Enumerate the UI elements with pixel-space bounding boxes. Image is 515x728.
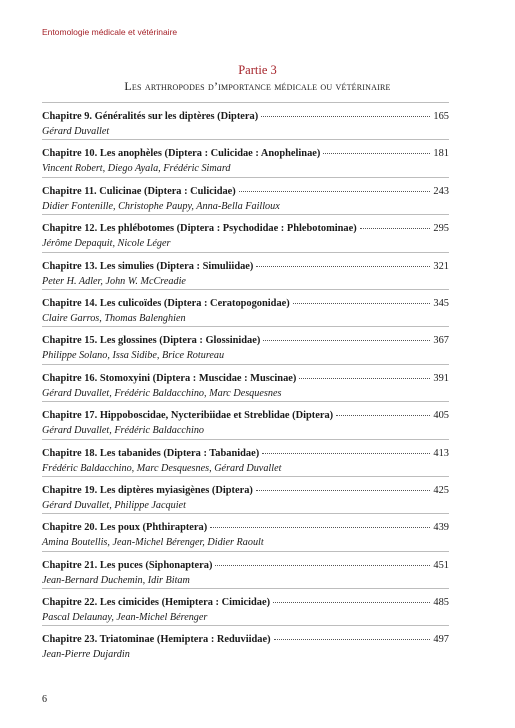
page-number: 451 — [433, 559, 449, 571]
dot-leader — [360, 228, 431, 229]
chapter-title[interactable]: Chapitre 19. Les diptères myiasigènes (Diptera) — [42, 484, 253, 496]
page-folio: 6 — [42, 694, 47, 705]
toc-entry-chapter-10[interactable] — [42, 139, 449, 176]
chapter-authors: Didier Fontenille, Christophe Paupy, Anna-Bella Failloux — [42, 200, 280, 212]
page-number: 497 — [433, 634, 449, 646]
page-number: 485 — [433, 597, 449, 609]
page-number: 367 — [433, 335, 449, 347]
toc-entry-chapter-23[interactable] — [42, 625, 449, 662]
toc-entry-chapter-11[interactable] — [42, 177, 449, 214]
chapter-authors: Philippe Solano, Issa Sidibe, Brice Rotureau — [42, 350, 225, 362]
chapter-title[interactable]: Chapitre 11. Culicinae (Diptera : Culicidae) — [42, 185, 236, 197]
page-number: 413 — [433, 447, 449, 459]
chapter-authors: Gérard Duvallet, Frédéric Baldacchino, Marc Desquesnes — [42, 387, 282, 399]
chapter-authors: Pascal Delaunay, Jean-Michel Bérenger — [42, 612, 208, 624]
running-header: Entomologie médicale et vétérinaire — [42, 27, 178, 37]
dot-leader — [256, 490, 431, 491]
chapter-authors: Vincent Robert, Diego Ayala, Frédéric Simard — [42, 163, 231, 175]
dot-leader — [263, 340, 430, 341]
dot-leader — [293, 303, 431, 304]
chapter-title[interactable]: Chapitre 15. Les glossines (Diptera : Glossinidae) — [42, 335, 261, 347]
part-title: Partie 3 — [238, 63, 277, 77]
chapter-authors: Frédéric Baldacchino, Marc Desquesnes, Gérard Duvallet — [42, 462, 282, 474]
chapter-authors: Amina Boutellis, Jean-Michel Bérenger, Didier Raoult — [42, 537, 264, 549]
chapter-title[interactable]: Chapitre 12. Les phlébotomes (Diptera : Psychodidae : Phlebotominae) — [42, 223, 357, 235]
toc-entry-chapter-9[interactable] — [42, 102, 449, 139]
toc-entry-chapter-19[interactable] — [42, 476, 449, 513]
toc-entry-chapter-20[interactable] — [42, 513, 449, 550]
page-number: 345 — [433, 297, 449, 309]
chapter-authors: Gérard Duvallet, Philippe Jacquiet — [42, 499, 186, 511]
page-number: 295 — [433, 223, 449, 235]
toc-entry-chapter-22[interactable] — [42, 588, 449, 625]
chapter-title[interactable]: Chapitre 14. Les culicoïdes (Diptera : Ceratopogonidae) — [42, 297, 290, 309]
toc-entry-chapter-14[interactable] — [42, 289, 449, 326]
table-of-contents — [42, 102, 449, 663]
chapter-title[interactable]: Chapitre 23. Triatominae (Hemiptera : Reduviidae) — [42, 634, 271, 646]
dot-leader — [256, 266, 430, 267]
dot-leader — [261, 116, 430, 117]
toc-entry-chapter-12[interactable] — [42, 214, 449, 251]
chapter-title[interactable]: Chapitre 16. Stomoxyini (Diptera : Muscidae : Muscinae) — [42, 372, 297, 384]
chapter-authors: Jean-Bernard Duchemin, Idir Bitam — [42, 574, 190, 586]
page-number: 439 — [433, 522, 449, 534]
chapter-authors: Gérard Duvallet — [42, 126, 110, 137]
chapter-title[interactable]: Chapitre 13. Les simulies (Diptera : Simuliidae) — [42, 260, 254, 272]
toc-entry-chapter-13[interactable] — [42, 252, 449, 289]
page-number: 391 — [433, 372, 449, 384]
toc-entry-chapter-18[interactable] — [42, 439, 449, 476]
chapter-title[interactable]: Chapitre 21. Les puces (Siphonaptera) — [42, 559, 213, 571]
chapter-authors: Jean-Pierre Dujardin — [42, 649, 130, 661]
dot-leader — [239, 191, 431, 192]
page-number: 425 — [433, 484, 449, 496]
dot-leader — [215, 565, 430, 566]
chapter-title[interactable]: Chapitre 18. Les tabanides (Diptera : Tabanidae) — [42, 447, 260, 459]
chapter-title[interactable]: Chapitre 22. Les cimicides (Hemiptera : Cimicidae) — [42, 597, 271, 609]
toc-entry-chapter-16[interactable] — [42, 364, 449, 401]
chapter-authors: Peter H. Adler, John W. McCreadie — [42, 275, 186, 287]
toc-entry-chapter-15[interactable] — [42, 326, 449, 363]
dot-leader — [262, 453, 430, 454]
chapter-title[interactable]: Chapitre 20. Les poux (Phthiraptera) — [42, 522, 208, 534]
dot-leader — [323, 153, 430, 154]
page-number: 405 — [433, 410, 449, 422]
dot-leader — [274, 639, 431, 640]
chapter-title[interactable]: Chapitre 17. Hippoboscidae, Nycteribiidae et Streblidae (Diptera) — [42, 410, 334, 422]
toc-entry-chapter-21[interactable] — [42, 551, 449, 588]
chapter-title[interactable]: Chapitre 10. Les anophèles (Diptera : Culicidae : Anophelinae) — [42, 148, 321, 160]
toc-entry-chapter-17[interactable] — [42, 401, 449, 438]
part-subtitle: Les arthropodes d’importance médicale ou vétérinaire — [124, 79, 391, 93]
page-number: 181 — [433, 148, 449, 160]
page-number: 243 — [433, 185, 449, 197]
dot-leader — [210, 527, 430, 528]
chapter-title[interactable]: Chapitre 9. Généralités sur les diptères (Diptera) — [42, 111, 259, 122]
dot-leader — [299, 378, 430, 379]
chapter-authors: Claire Garros, Thomas Balenghien — [42, 312, 186, 324]
page-number: 321 — [433, 260, 449, 272]
dot-leader — [273, 602, 430, 603]
chapter-authors: Gérard Duvallet, Frédéric Baldacchino — [42, 425, 205, 437]
dot-leader — [336, 415, 430, 416]
page-number: 165 — [433, 111, 449, 122]
chapter-authors: Jérôme Depaquit, Nicole Léger — [42, 238, 171, 250]
